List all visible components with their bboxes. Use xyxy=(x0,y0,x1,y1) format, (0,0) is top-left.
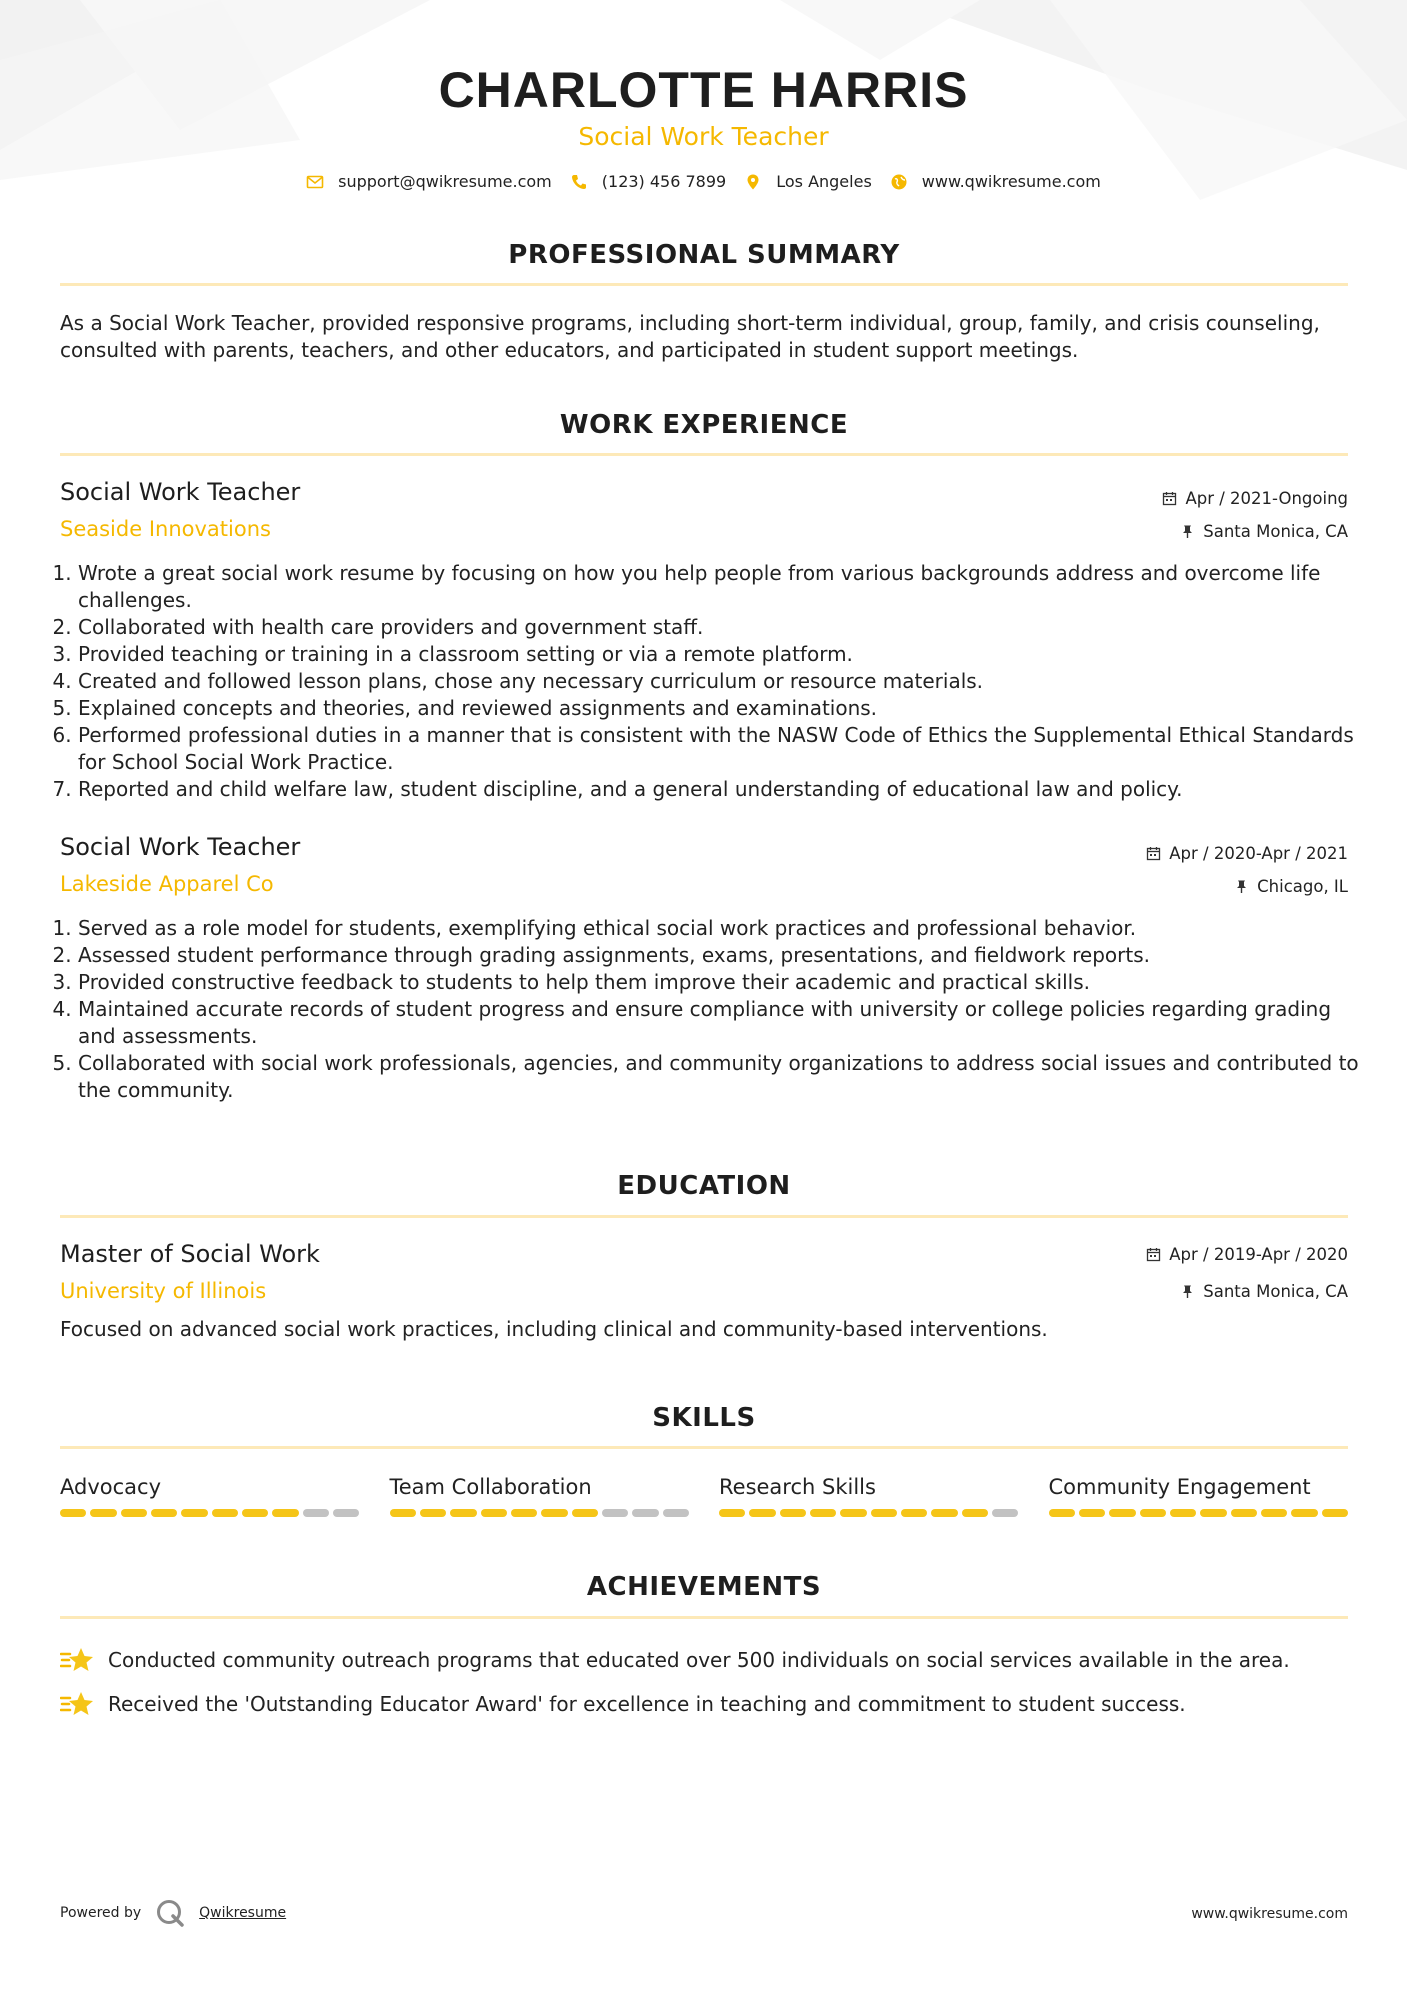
email-text: support@qwikresume.com xyxy=(338,172,552,191)
education-heading: EDUCATION xyxy=(617,1171,791,1201)
candidate-title: Social Work Teacher xyxy=(578,122,829,151)
skill-name: Team Collaboration xyxy=(389,1475,592,1499)
skill-level-segment xyxy=(390,1509,416,1517)
skill-level-segment xyxy=(511,1509,537,1517)
list-item: 1. Wrote a great social work resume by focusing on how you help people from various backgrounds address and overcome life challenges. xyxy=(78,560,1368,614)
education-divider xyxy=(60,1215,1348,1218)
skill-level-segment xyxy=(840,1509,866,1517)
location-text: Los Angeles xyxy=(776,172,872,191)
job-location xyxy=(1234,877,1348,896)
skill-level-segment xyxy=(962,1509,988,1517)
skill-level-segment xyxy=(1079,1509,1105,1517)
achievements-heading: ACHIEVEMENTS xyxy=(586,1572,822,1602)
skill-level-segment xyxy=(572,1509,598,1517)
skill-name: Advocacy xyxy=(60,1475,161,1499)
skill-name: Research Skills xyxy=(719,1475,876,1499)
list-item: 7. Reported and child welfare law, student discipline, and a general understanding of educational law and policy. xyxy=(78,776,1368,803)
pushpin-icon xyxy=(1234,879,1249,894)
skill-level-segment xyxy=(1231,1509,1257,1517)
education-location-text: Santa Monica, CA xyxy=(1203,1282,1348,1301)
skill-level-segment xyxy=(1261,1509,1287,1517)
shooting-star-icon xyxy=(60,1689,94,1719)
contact-email[interactable] xyxy=(306,172,552,191)
achievement-item xyxy=(60,1689,1350,1719)
skill-item xyxy=(60,1473,360,1517)
skill-level-segment xyxy=(1049,1509,1075,1517)
job-location-text: Chicago, IL xyxy=(1257,877,1348,896)
calendar-icon xyxy=(1162,491,1177,506)
summary-text: As a Social Work Teacher, provided responsive programs, including short-term individual, group, family, and crisis counseling, consulted with parents, teachers, and other educators, and participated in student support meetings. xyxy=(60,311,1320,362)
calendar-icon xyxy=(1146,846,1161,861)
pushpin-icon xyxy=(1180,524,1195,539)
resume-header xyxy=(0,60,1407,154)
list-item: 2. Assessed student performance through grading assignments, exams, presentations, and fieldwork reports. xyxy=(78,942,1368,969)
globe-icon xyxy=(890,173,908,191)
degree-title: Master of Social Work xyxy=(60,1240,320,1268)
contact-phone[interactable] xyxy=(570,172,726,191)
achievement-text: Received the 'Outstanding Educator Award' for excellence in teaching and commitment to student success. xyxy=(108,1692,1186,1716)
education-location xyxy=(1180,1282,1348,1301)
skill-level-segment xyxy=(780,1509,806,1517)
skill-level-segment xyxy=(420,1509,446,1517)
skill-item xyxy=(1049,1473,1349,1517)
skill-level-segment xyxy=(481,1509,507,1517)
website-text: www.qwikresume.com xyxy=(921,172,1101,191)
list-item: 5. Explained concepts and theories, and reviewed assignments and examinations. xyxy=(78,695,1368,722)
list-item: 2. Collaborated with health care providers and government staff. xyxy=(78,614,1368,641)
skill-level-segment xyxy=(303,1509,329,1517)
calendar-icon xyxy=(1146,1247,1161,1262)
job-company: Lakeside Apparel Co xyxy=(60,872,274,896)
skill-level-segment xyxy=(60,1509,86,1517)
skill-level-segment xyxy=(1322,1509,1348,1517)
education-description: Focused on advanced social work practices, including clinical and community-based interventions. xyxy=(60,1317,1048,1341)
skill-level-segment xyxy=(242,1509,268,1517)
skills-divider xyxy=(60,1446,1348,1449)
qwikresume-logo-icon xyxy=(155,1898,185,1928)
skill-level-segment xyxy=(272,1509,298,1517)
list-item: 6. Performed professional duties in a manner that is consistent with the NASW Code of Ethics the Supplemental Ethical Standards for School Social Work Practice. xyxy=(78,722,1368,776)
achievement-text: Conducted community outreach programs that educated over 500 individuals on social services available in the area. xyxy=(108,1648,1290,1672)
list-item: 3. Provided constructive feedback to students to help them improve their academic and practical skills. xyxy=(78,969,1368,996)
job-title: Social Work Teacher xyxy=(60,478,301,506)
powered-by-label: Powered by xyxy=(60,1905,142,1921)
skill-level-segment xyxy=(121,1509,147,1517)
contact-website[interactable] xyxy=(890,172,1101,191)
skill-level-segment xyxy=(333,1509,359,1517)
job-title: Social Work Teacher xyxy=(60,833,301,861)
list-item: 4. Maintained accurate records of student progress and ensure compliance with university or college policies regarding grading and assessments. xyxy=(78,996,1368,1050)
contact-location xyxy=(744,172,872,191)
skill-level-segment xyxy=(212,1509,238,1517)
skill-level-segment xyxy=(992,1509,1018,1517)
job-dates-text: Apr / 2021-Ongoing xyxy=(1185,489,1348,508)
skill-item xyxy=(719,1473,1019,1517)
skill-level-segment xyxy=(901,1509,927,1517)
skill-level-bar xyxy=(719,1509,1019,1517)
list-item: 1. Served as a role model for students, exemplifying ethical social work practices and professional behavior. xyxy=(78,915,1368,942)
list-item: 3. Provided teaching or training in a classroom setting or via a remote platform. xyxy=(78,641,1368,668)
skill-level-segment xyxy=(663,1509,689,1517)
skill-item xyxy=(390,1473,690,1517)
summary-divider xyxy=(60,283,1348,286)
skill-level-bar xyxy=(1049,1509,1349,1517)
job-duties-list xyxy=(60,915,1368,1104)
job-dates xyxy=(1146,844,1348,863)
skill-level-segment xyxy=(151,1509,177,1517)
shooting-star-icon xyxy=(60,1645,94,1675)
skill-level-segment xyxy=(1109,1509,1135,1517)
skill-level-segment xyxy=(810,1509,836,1517)
job-location xyxy=(1180,522,1348,541)
footer-powered-by xyxy=(60,1898,286,1928)
list-item: 4. Created and followed lesson plans, chose any necessary curriculum or resource materials. xyxy=(78,668,1368,695)
phone-text: (123) 456 7899 xyxy=(601,172,727,191)
candidate-name: CHARLOTTE HARRIS xyxy=(438,62,969,118)
skill-level-segment xyxy=(90,1509,116,1517)
footer-website-link[interactable]: www.qwikresume.com xyxy=(1191,1906,1348,1922)
skill-name: Community Engagement xyxy=(1048,1475,1311,1499)
job-location-text: Santa Monica, CA xyxy=(1203,522,1348,541)
qwikresume-link[interactable]: Qwikresume xyxy=(199,1905,287,1921)
skill-level-segment xyxy=(541,1509,567,1517)
skill-level-segment xyxy=(871,1509,897,1517)
experience-heading: WORK EXPERIENCE xyxy=(559,410,849,440)
skill-level-segment xyxy=(602,1509,628,1517)
job-dates-text: Apr / 2020-Apr / 2021 xyxy=(1169,844,1348,863)
skill-level-segment xyxy=(450,1509,476,1517)
job-dates xyxy=(1162,489,1348,508)
skill-level-segment xyxy=(1140,1509,1166,1517)
skill-level-segment xyxy=(632,1509,658,1517)
contact-bar xyxy=(0,172,1407,191)
school-name: University of Illinois xyxy=(60,1279,267,1303)
skill-level-segment xyxy=(931,1509,957,1517)
experience-divider xyxy=(60,453,1348,456)
list-item: 5. Collaborated with social work professionals, agencies, and community organizations to address social issues and contributed to the community. xyxy=(78,1050,1368,1104)
phone-icon xyxy=(570,173,588,191)
summary-heading: PROFESSIONAL SUMMARY xyxy=(508,240,900,270)
job-duties-list xyxy=(60,560,1368,803)
education-dates-text: Apr / 2019-Apr / 2020 xyxy=(1169,1245,1348,1264)
skill-level-segment xyxy=(1200,1509,1226,1517)
skill-level-segment xyxy=(181,1509,207,1517)
skills-heading: SKILLS xyxy=(652,1403,756,1433)
skill-level-segment xyxy=(1291,1509,1317,1517)
pushpin-icon xyxy=(1180,1284,1195,1299)
skill-level-segment xyxy=(1170,1509,1196,1517)
education-dates xyxy=(1146,1245,1348,1264)
job-company: Seaside Innovations xyxy=(60,517,271,541)
achievement-item xyxy=(60,1645,1350,1675)
skill-level-segment xyxy=(719,1509,745,1517)
map-pin-icon xyxy=(744,173,762,191)
skill-level-segment xyxy=(749,1509,775,1517)
skill-level-bar xyxy=(390,1509,690,1517)
skill-level-bar xyxy=(60,1509,360,1517)
envelope-icon xyxy=(306,173,324,191)
achievements-divider xyxy=(60,1616,1348,1619)
skills-grid xyxy=(60,1473,1348,1517)
